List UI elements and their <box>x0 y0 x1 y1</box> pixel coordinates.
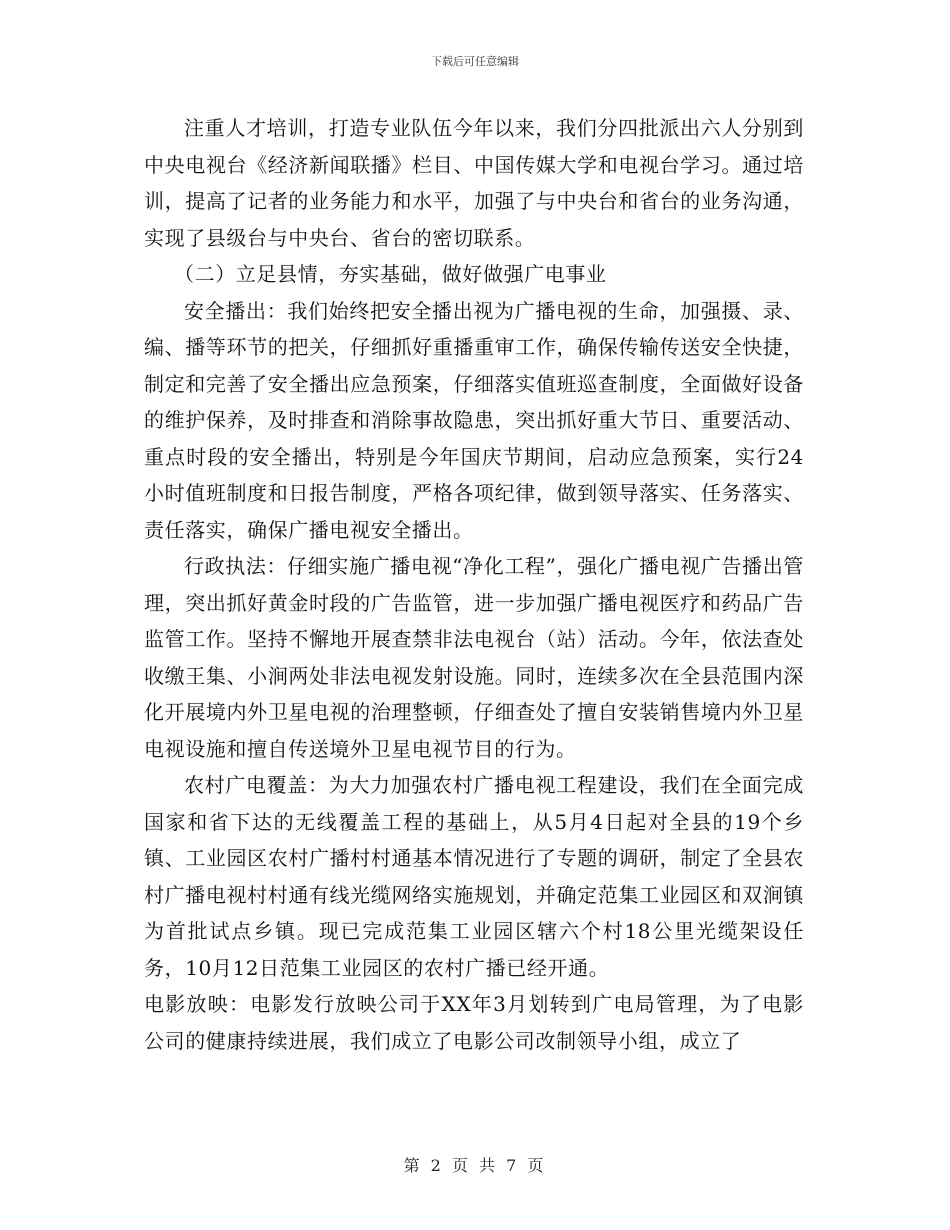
paragraph-safe-broadcast: 安全播出：我们始终把安全播出视为广播电视的生命，加强摄、录、编、播等环节的把关，仔细抓好重播重审工作，确保传输传送安全快捷，制定和完善了安全播出应急预案，仔细落实值班巡查制度，全面做好设备的维护保养，及时排查和消除事故隐患，突出抓好重大节日、重要活动、重点时段的安全播出，特别是今年国庆节期间，启动应急预案，实行24小时值班制度和日报告制度，严格各项纪律，做到领导落实、任务落实、责任落实，确保广播电视安全播出。 <box>144 298 804 542</box>
paragraph-administrative-enforcement: 行政执法：仔细实施广播电视“净化工程”，强化广播电视广告播出管理，突出抓好黄金时段的广告监管，进一步加强广播电视医疗和药品广告监管工作。坚持不懈地开展查禁非法电视台（站）活动。今年，依法查处收缴王集、小涧两处非法电视发射设施。同时，连续多次在全县范围内深化开展境内外卫星电视的治理整顿，仔细查处了擅自安装销售境内外卫星电视设施和擅自传送境外卫星电视节目的行为。 <box>144 554 804 761</box>
section-heading: （二）立足县情，夯实基础，做好做强广电事业 <box>174 262 607 286</box>
paragraph-film-screening: 电影放映：电影发行放映公司于XX年3月划转到广电局管理，为了电影公司的健康持续进展，我们成立了电影公司改制领导小组，成立了 <box>144 992 804 1053</box>
page-header: 下载后可任意编辑 <box>431 55 519 68</box>
body-text <box>144 110 804 1059</box>
paragraph-rural-coverage: 农村广电覆盖：为大力加强农村广播电视工程建设，我们在全面完成国家和省下达的无线覆盖工程的基础上，从5月4日起对全县的19个乡镇、工业园区农村广播村村通基本情况进行了专题的调研，制定了全县农村广播电视村村通有线光缆网络实施规划，并确定范集工业园区和双涧镇为首批试点乡镇。现已完成范集工业园区辖六个村18公里光缆架设任务，10月12日范集工业园区的农村广播已经开通。 <box>144 773 804 980</box>
paragraph-training: 注重人才培训，打造专业队伍今年以来，我们分四批派出六人分别到中央电视台《经济新闻联播》栏目、中国传媒大学和电视台学习。通过培训，提高了记者的业务能力和水平，加强了与中央台和省台的业务沟通，实现了县级台与中央台、省台的密切联系。 <box>144 116 804 250</box>
page-footer: 第 2 页 共 7 页 <box>403 1156 547 1175</box>
